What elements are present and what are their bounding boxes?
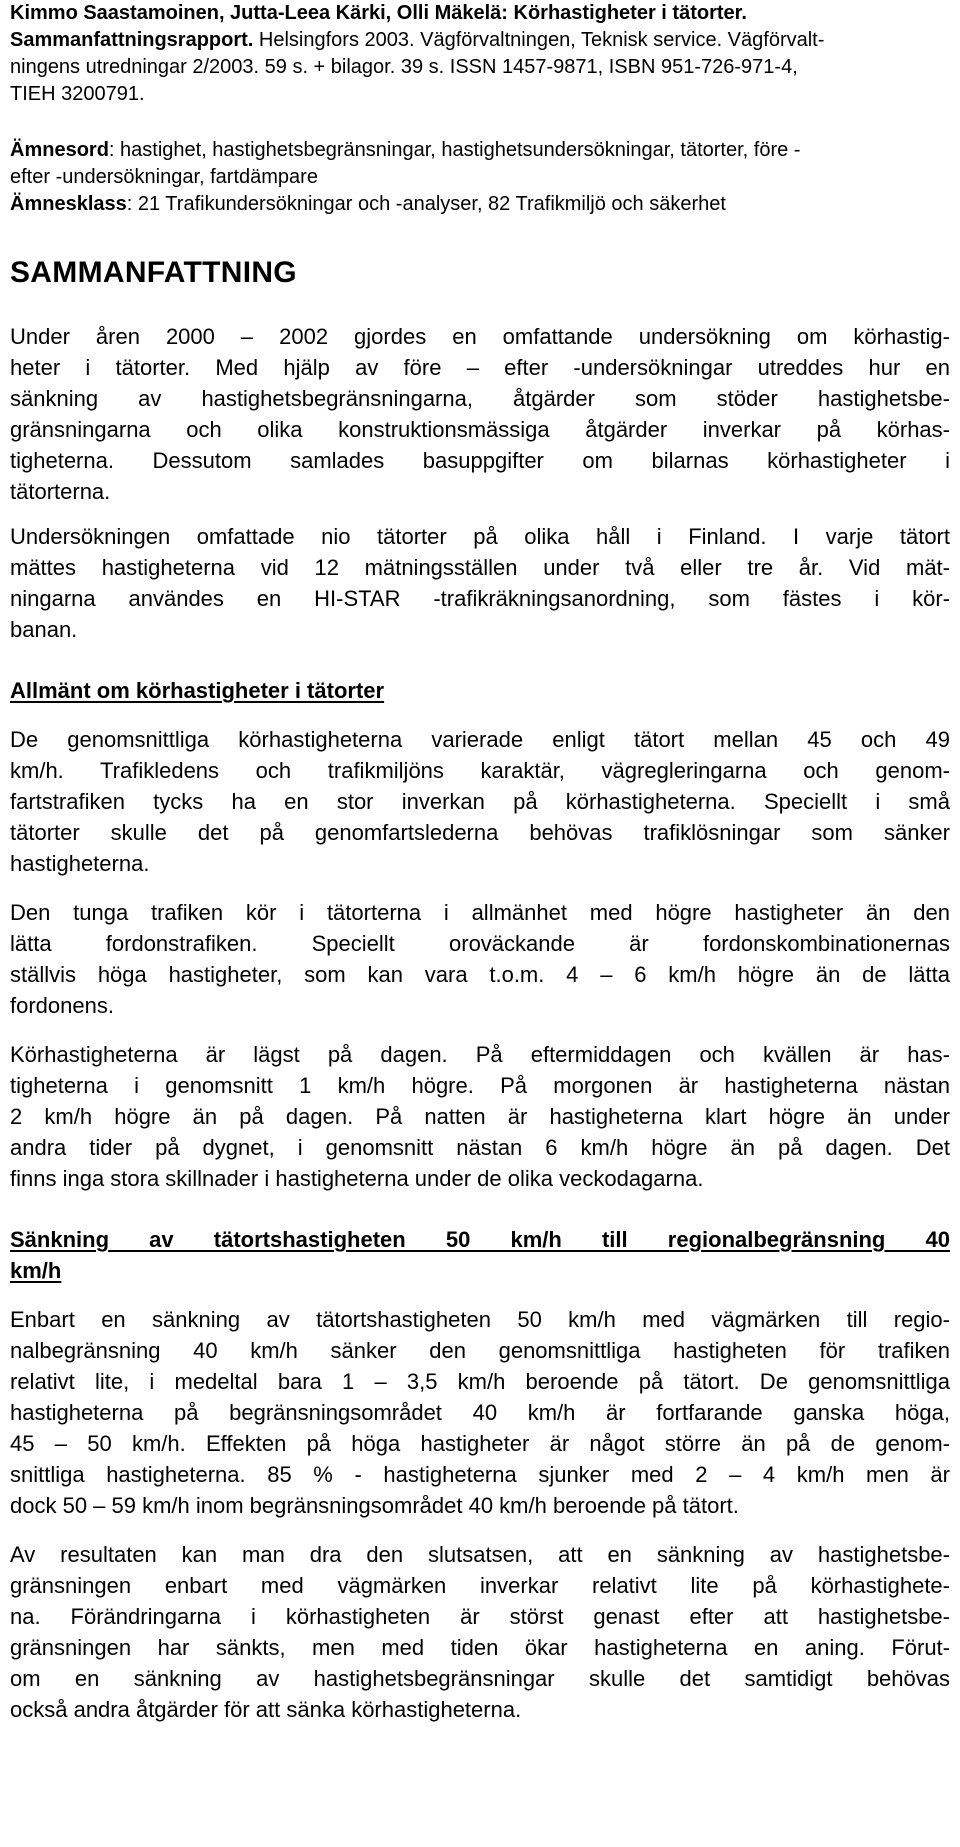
text-line: hastigheterna. <box>10 851 150 876</box>
subject-class-line <box>10 191 950 218</box>
subject-class-values: : 21 Trafikundersökningar och -analyser, 82 Trafikmiljö och säkerhet <box>126 193 726 215</box>
text-line: dock 50 – 59 km/h inom begränsningsområdet 40 km/h beroende på tätort. <box>10 1493 739 1518</box>
text-line: Undersökningen omfattade nio tätorter på olika håll i Finland. I varje tätort <box>10 524 950 549</box>
text-line: finns inga stora skillnader i hastigheterna under de olika veckodagarna. <box>10 1166 704 1191</box>
paragraph-heavy-traffic <box>10 897 950 1021</box>
text-line: km/h. Trafikledens och trafikmiljöns karaktär, vägregleringarna och genom- <box>10 758 950 783</box>
text-line: snittliga hastigheterna. 85 % - hastigheterna sjunker med 2 – 4 km/h men är <box>10 1462 950 1487</box>
keywords-line <box>10 137 950 164</box>
text-line: ningarna användes en HI-STAR -trafikräkningsanordning, som fästes i kör- <box>10 586 950 611</box>
text-line: om en sänkning av hastighetsbegränsningar skulle det samtidigt behövas <box>10 1666 950 1691</box>
text-line: fordonens. <box>10 993 114 1018</box>
text-line: Enbart en sänkning av tätortshastigheten 50 km/h med vägmärken till regio- <box>10 1307 950 1332</box>
text-line: mättes hastigheterna vid 12 mätningsställen under två eller tre år. Vid mät- <box>10 555 950 580</box>
text-line: relativt lite, i medeltal bara 1 – 3,5 km/h beroende på tätort. De genomsnittliga <box>10 1369 950 1394</box>
reference-block <box>10 0 950 108</box>
paragraph-intro <box>10 321 950 507</box>
section-heading-speed-reduction <box>10 1224 950 1286</box>
reference-report-type: Sammanfattningsrapport. <box>10 29 254 51</box>
paragraph-conclusion <box>10 1539 950 1725</box>
reference-code: TIEH 3200791. <box>10 83 145 105</box>
paragraph-time-of-day <box>10 1039 950 1194</box>
paragraph-general-speeds <box>10 724 950 879</box>
document-page <box>10 0 950 1725</box>
text-line: gränsningarna och olika konstruktionsmässiga åtgärder inverkar på körhas- <box>10 417 950 442</box>
text-line: heter i tätorter. Med hjälp av före – efter -undersökningar utreddes hur en <box>10 355 950 380</box>
text-line: Körhastigheterna är lägst på dagen. På eftermiddagen och kvällen är has- <box>10 1042 950 1067</box>
text-line: ställvis höga hastigheter, som kan vara t.o.m. 4 – 6 km/h högre än de lätta <box>10 962 950 987</box>
text-line: tigheterna i genomsnitt 1 km/h högre. På morgonen är hastigheterna nästan <box>10 1073 950 1098</box>
paragraph-reduction-effects <box>10 1304 950 1521</box>
text-line: andra tider på dygnet, i genomsnitt nästan 6 km/h högre än på dagen. Det <box>10 1135 950 1160</box>
subject-class-label: Ämnesklass <box>10 193 127 215</box>
paragraph-scope <box>10 521 950 645</box>
keywords-block <box>10 137 950 218</box>
text-line: banan. <box>10 617 78 642</box>
text-line: Den tunga trafiken kör i tätorterna i allmänhet med högre hastigheter än den <box>10 900 950 925</box>
text-line: nalbegränsning 40 km/h sänker den genomsnittliga hastigheten för trafiken <box>10 1338 950 1363</box>
text-line: Av resultaten kan man dra den slutsatsen, att en sänkning av hastighetsbe- <box>10 1542 950 1567</box>
text-line: lätta fordonstrafiken. Speciellt oroväckande är fordonskombinationernas <box>10 931 950 956</box>
text-line: 45 – 50 km/h. Effekten på höga hastigheter är något större än på de genom- <box>10 1431 950 1456</box>
text-line: tätorter skulle det på genomfartslederna behövas trafiklösningar som sänker <box>10 820 950 845</box>
reference-publisher: Helsingfors 2003. Vägförvaltningen, Teknisk service. Vägförvalt- <box>253 29 825 51</box>
text-line: tätorterna. <box>10 479 111 504</box>
text-line: De genomsnittliga körhastigheterna varierade enligt tätort mellan 45 och 49 <box>10 727 950 752</box>
text-line: också andra åtgärder för att sänka körhastigheterna. <box>10 1697 522 1722</box>
reference-series: ningens utredningar 2/2003. 59 s. + bilagor. 39 s. ISSN 1457-9871, ISBN 951-726-971-4, <box>10 56 798 78</box>
text-line: sänkning av hastighetsbegränsningarna, åtgärder som stöder hastighetsbe- <box>10 386 950 411</box>
text-line: gränsningen har sänkts, men med tiden ökar hastigheterna en aning. Förut- <box>10 1635 950 1660</box>
page-title: SAMMANFATTNING <box>10 256 297 289</box>
text-line: tigheterna. Dessutom samlades basuppgifter om bilarnas körhastigheter i <box>10 448 950 473</box>
reference-publisher-line <box>10 27 950 54</box>
text-line: hastigheterna på begränsningsområdet 40 km/h är fortfarande ganska höga, <box>10 1400 950 1425</box>
section-heading-line: km/h <box>10 1258 62 1283</box>
keywords-values-cont: efter -undersökningar, fartdämpare <box>10 166 318 188</box>
text-line: gränsningen enbart med vägmärken inverkar relativt lite på körhastighete- <box>10 1573 950 1598</box>
text-line: fartstrafiken tycks ha en stor inverkan på körhastigheterna. Speciellt i små <box>10 789 950 814</box>
section-heading-line: Sänkning av tätortshastigheten 50 km/h till regionalbegränsning 40 <box>10 1227 950 1252</box>
keywords-values: : hastighet, hastighetsbegränsningar, hastighetsundersökningar, tätorter, före - <box>108 139 801 161</box>
section-heading-general: Allmänt om körhastigheter i tätorter <box>10 678 385 703</box>
text-line: na. Förändringarna i körhastigheten är störst genast efter att hastighetsbe- <box>10 1604 950 1629</box>
reference-authors-title: Kimmo Saastamoinen, Jutta-Leea Kärki, Olli Mäkelä: Körhastigheter i tätorter. <box>10 2 747 24</box>
text-line: 2 km/h högre än på dagen. På natten är hastigheterna klart högre än under <box>10 1104 950 1129</box>
keywords-label: Ämnesord <box>10 139 109 161</box>
text-line: Under åren 2000 – 2002 gjordes en omfattande undersökning om körhastig- <box>10 324 950 349</box>
summary-body <box>10 321 950 1725</box>
